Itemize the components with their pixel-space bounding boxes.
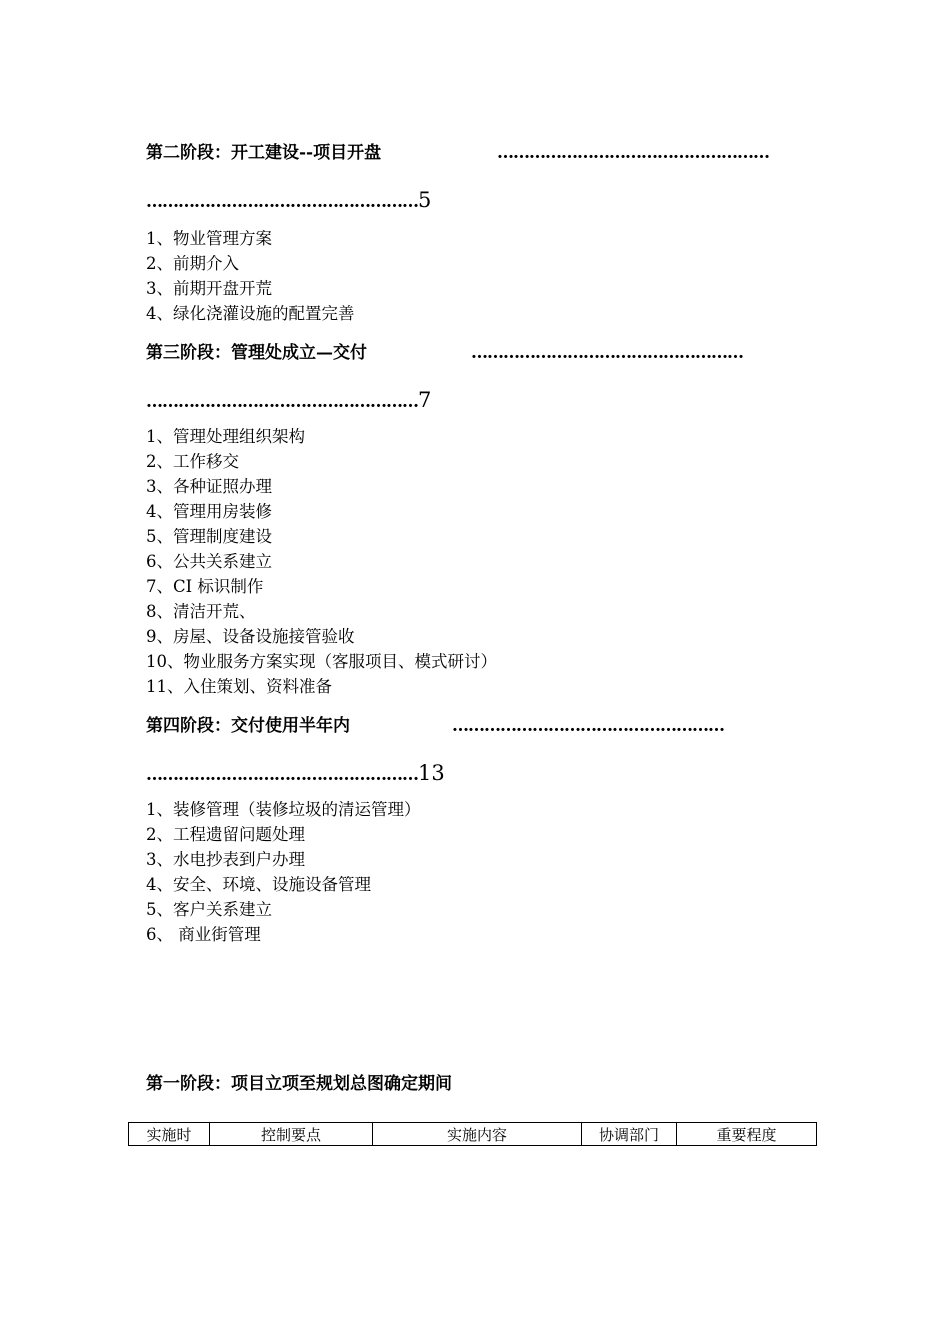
table-header-cell: 协调部门: [582, 1123, 677, 1146]
stage4-leader-line: [146, 761, 445, 787]
list-item: 11、入住策划、资料准备: [146, 677, 332, 696]
list-item: 1、管理处理组织架构: [146, 427, 305, 446]
stage4-title: 第四阶段：交付使用半年内: [146, 716, 350, 736]
table-header-cell: 实施时: [129, 1123, 210, 1146]
stage3-page-number: 7: [418, 388, 432, 412]
list-item: 4、管理用房装修: [146, 502, 272, 521]
table-header-cell: 实施内容: [373, 1123, 582, 1146]
stage3-leader-line: [146, 388, 431, 414]
stage4-item-list: [146, 797, 421, 947]
list-item: 5、客户关系建立: [146, 900, 272, 919]
list-item: 8、清洁开荒、: [146, 602, 256, 621]
stage4-page-number: 13: [418, 761, 445, 785]
list-item: 2、工作移交: [146, 452, 239, 471]
list-item: 2、工程遗留问题处理: [146, 825, 305, 844]
list-item: 4、绿化浇灌设施的配置完善: [146, 304, 355, 323]
stage3-leader-dots-2: ……………………………………………: [146, 392, 418, 412]
list-item: 7、CI 标识制作: [146, 577, 264, 596]
stage3-item-list: [146, 424, 497, 699]
list-item: 3、前期开盘开荒: [146, 279, 272, 298]
list-item: 4、安全、环境、设施设备管理: [146, 875, 371, 894]
stage3-leader-dots: ……………………………………………: [471, 343, 743, 363]
table-header-row: [129, 1123, 817, 1146]
stage2-leader-dots-2: ……………………………………………: [146, 192, 418, 212]
stage2-leader-line: [146, 188, 431, 214]
stage2-title: 第二阶段：开工建设--项目开盘: [146, 143, 382, 163]
list-item: 3、各种证照办理: [146, 477, 272, 496]
list-item: 3、水电抄表到户办理: [146, 850, 305, 869]
list-item: 5、管理制度建设: [146, 527, 272, 546]
phase1-title: 第一阶段：项目立项至规划总图确定期间: [146, 1074, 452, 1094]
list-item: 10、物业服务方案实现（客服项目、模式研讨）: [146, 652, 497, 671]
list-item: 2、前期介入: [146, 254, 239, 273]
stage2-item-list: [146, 226, 355, 326]
stage3-title: 第三阶段：管理处成立—交付: [146, 343, 367, 363]
list-item: 6、 商业街管理: [146, 925, 261, 944]
table-header-cell: 控制要点: [210, 1123, 373, 1146]
list-item: 1、装修管理（装修垃圾的清运管理）: [146, 800, 421, 819]
list-item: 9、房屋、设备设施接管验收: [146, 627, 355, 646]
list-item: 6、公共关系建立: [146, 552, 272, 571]
list-item: 1、物业管理方案: [146, 229, 272, 248]
table-header-cell: 重要程度: [677, 1123, 817, 1146]
stage2-leader-dots: ……………………………………………: [497, 143, 769, 163]
stage2-page-number: 5: [418, 188, 432, 212]
stage4-leader-dots-2: ……………………………………………: [146, 765, 418, 785]
phase1-table: [128, 1122, 817, 1146]
stage4-leader-dots: ……………………………………………: [452, 716, 724, 736]
